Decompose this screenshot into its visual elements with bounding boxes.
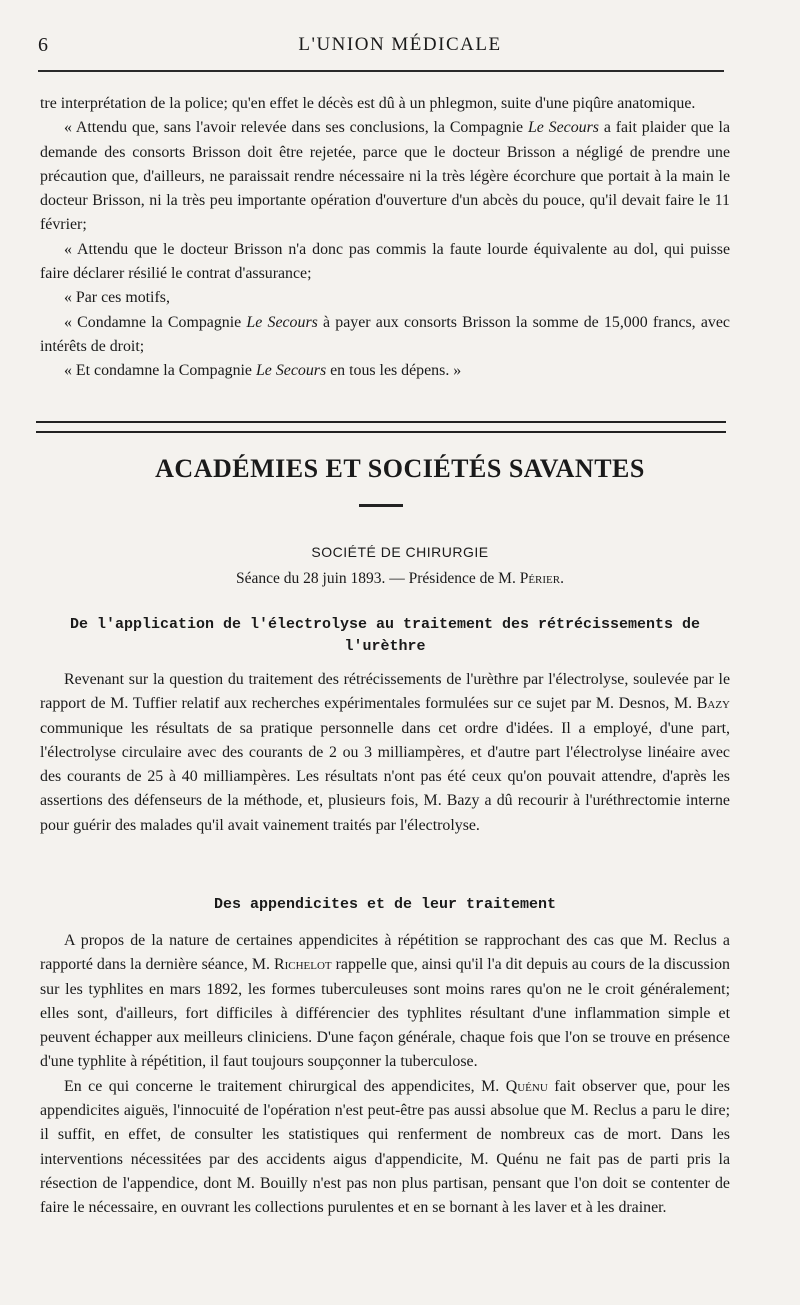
company-name: Le Secours (255, 362, 327, 380)
judgment-paragraph: « Condamne la Compagnie Le Secours à payer aux consorts Brisson la somme de 15,000 francs, avec intérêts de droit; (40, 313, 730, 355)
running-title: L'UNION MÉDICALE (298, 34, 502, 55)
article-paragraph: A propos de la nature de certaines appendicites à répétition se rapprochant des cas que M. Reclus a rapporté dans la dernière séance, M. Richelot rappelle que, ainsi qu'il l'a dit depuis au cours de la discussion sur les typhlites en mars 1892, les formes tuberculeuses sont moins rares qu'on ne le croit généralement; elles sont, d'ailleurs, fort difficiles à différencier des typhlites résultant d'une inflammation simple et peuvent échapper aux meilleurs cliniciens. D'une façon générale, chaque fois que l'on se trouve en présence d'une typhlite à répétition, il faut toujours soupçonner la tuberculose. (40, 932, 730, 1071)
page-number: 6 (38, 34, 48, 56)
company-name: Le Secours (527, 119, 599, 137)
judgment-paragraph: tre interprétation de la police; qu'en effet le décès est dû à un phlegmon, suite d'une piqûre anatomique. (40, 95, 696, 112)
seance-line: Séance du 28 juin 1893. — Présidence de M. Périer. (236, 570, 564, 587)
article-paragraph: Revenant sur la question du traitement des rétrécissements de l'urèthre par l'électrolyse, soulevée par le rapport de M. Tuffier relatif aux recherches expérimentales formulées sur ce sujet par M. Desnos, M. Bazy communique les résultats de sa pratique personnelle dans cet ordre d'idées. Il a employé, d'une part, l'électrolyse circulaire avec des courants de 2 ou 3 milliampères, et d'autre part l'électrolyse linéaire avec des courants de 25 à 40 milliampères. Les résultats n'ont pas été ceux qu'on pouvait attendre, d'après les assertions des défenseurs de la méthode, et, plusieurs fois, M. Bazy a dû recourir à l'uréthrectomie interne pour guérir des malades qu'il avait vainement traités par l'électrolyse. (40, 671, 730, 834)
society-name: SOCIÉTÉ DE CHIRURGIE (311, 544, 489, 560)
surgeon-name: Bazy (696, 695, 730, 713)
article-text (40, 668, 730, 838)
article-text (40, 929, 730, 1221)
section-title: ACADÉMIES ET SOCIÉTÉS SAVANTES (155, 454, 645, 483)
title-rule (359, 504, 403, 507)
section-divider (36, 421, 726, 433)
surgeon-name: Quénu (505, 1077, 548, 1095)
judgment-paragraph: « Attendu que, sans l'avoir relevée dans ses conclusions, la Compagnie Le Secours a fait plaider que la demande des consorts Brisson doit être rejetée, parce que le docteur Brisson a négligé de prendre une précaution que, d'ailleurs, ne paraissait rendre nécessaire ni la très légère écorchure que portait à la main le docteur Brisson, ni la très peu importante opération d'ouverture d'un abcès du pouce, qu'il devait faire le 11 février; (40, 119, 730, 234)
judgment-paragraph: « Attendu que le docteur Brisson n'a donc pas commis la faute lourde équivalente au dol, qui puisse faire déclarer résilié le contrat d'assurance; (40, 240, 730, 283)
surgeon-name: Richelot (273, 956, 332, 974)
judgment-paragraph: « Et condamne la Compagnie Le Secours en tous les dépens. » (64, 362, 462, 380)
header-rule (38, 70, 724, 72)
president-name: Périer (519, 570, 561, 587)
company-name: Le Secours (246, 313, 318, 331)
article-heading: De l'application de l'électrolyse au traitement des rétrécissements de l'urèthre (69, 616, 701, 655)
article-paragraph: En ce qui concerne le traitement chirurgical des appendicites, M. Quénu fait observer que, pour les appendicites aiguës, l'innocuité de l'opération n'est peut-être pas aussi absolue que M. Reclus a paru le dire; il suffit, en effet, de consulter les statistiques qui renferment de nombreux cas de mort. Dans les interventions nécessitées par des accidents aigus d'appendicite, M. Quénu ne fait pas de parti pris la résection de l'appendice, dont M. Bouilly n'est pas non plus partisan, pensant que l'on doit se contenter de faire le nécessaire, en ouvrant les collections purulentes et en se bornant à les laver et à les drainer. (40, 1077, 730, 1217)
article-heading: Des appendicites et de leur traitement (213, 896, 557, 913)
judgment-text (40, 92, 730, 384)
judgment-paragraph: « Par ces motifs, (64, 289, 170, 307)
